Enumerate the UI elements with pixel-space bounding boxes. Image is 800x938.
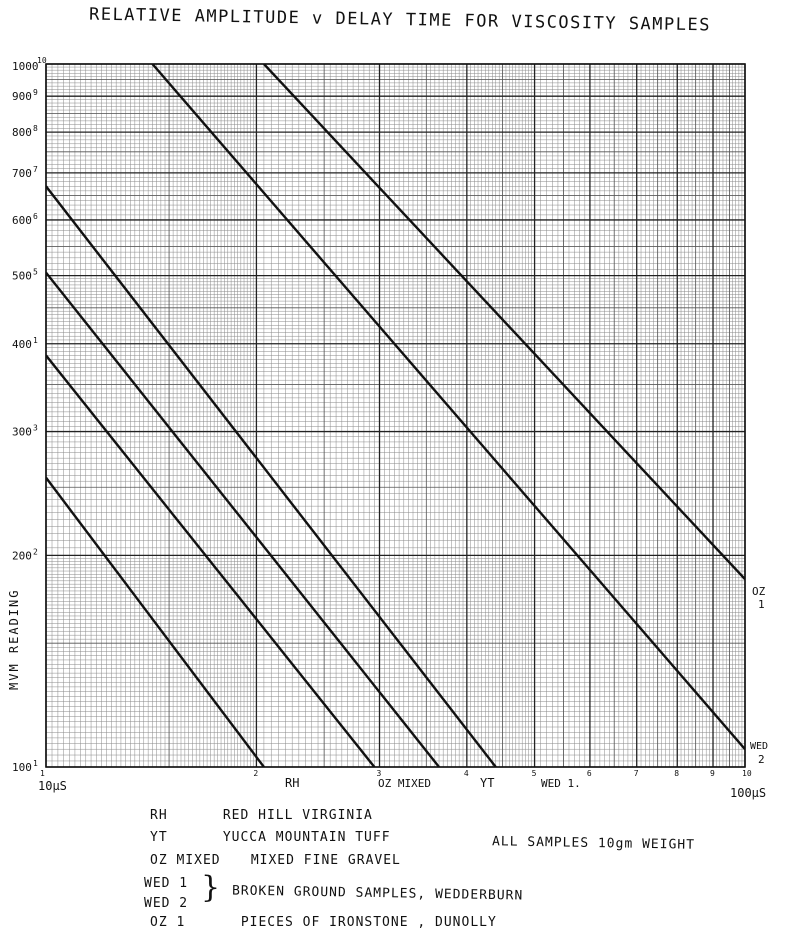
legend-desc: MIXED FINE GRAVEL bbox=[250, 853, 401, 868]
x-tick-label: 3 bbox=[376, 769, 382, 778]
line-label-rh: RH bbox=[285, 776, 300, 790]
x-unit-label-right: 100μS bbox=[730, 786, 767, 800]
y-tick-sublabel: 1 bbox=[33, 759, 38, 768]
y-tick-sublabel: 10 bbox=[37, 56, 47, 65]
y-tick-label: 700 bbox=[12, 166, 32, 180]
legend-desc: PIECES OF IRONSTONE , DUNOLLY bbox=[240, 915, 497, 930]
line-label-oz1: OZ bbox=[752, 585, 766, 598]
y-tick-sublabel: 9 bbox=[33, 88, 38, 98]
line-label-wed2: WED bbox=[750, 741, 769, 752]
legend-code: WED 1 bbox=[144, 876, 189, 891]
y-tick-sublabel: 8 bbox=[33, 124, 38, 134]
legend-code: OZ MIXED bbox=[150, 853, 221, 868]
y-tick-sublabel: 3 bbox=[33, 423, 38, 433]
x-tick-label: 10 bbox=[742, 769, 752, 778]
line-label-wed2-num: 2 bbox=[758, 753, 765, 766]
y-tick-sublabel: 1 bbox=[33, 335, 38, 345]
samples-note: ALL SAMPLES 10gm WEIGHT bbox=[491, 834, 696, 853]
legend-code: RH bbox=[150, 808, 168, 823]
series-line-wed-1 bbox=[46, 186, 496, 767]
y-tick-label: 600 bbox=[12, 213, 32, 227]
plot-frame bbox=[46, 64, 745, 767]
series-line-oz-mixed bbox=[46, 355, 374, 767]
x-tick-label: 2 bbox=[253, 769, 259, 778]
legend-desc-wedderburn: BROKEN GROUND SAMPLES, WEDDERBURN bbox=[231, 883, 524, 904]
series-line-wed-2 bbox=[152, 64, 745, 749]
legend-item-oz-mixed bbox=[150, 853, 401, 868]
y-tick-label: 1000 bbox=[12, 60, 39, 73]
y-tick-label: 400 bbox=[12, 337, 32, 351]
legend-desc: YUCCA MOUNTAIN TUFF bbox=[222, 830, 391, 845]
legend-code: YT bbox=[150, 830, 168, 845]
chart-title: RELATIVE AMPLITUDE v DELAY TIME FOR VISCOSITY SAMPLES bbox=[88, 4, 712, 36]
y-tick-label: 900 bbox=[12, 90, 32, 104]
legend-item-yt bbox=[150, 830, 391, 845]
x-tick-label: 6 bbox=[586, 769, 592, 778]
y-tick-label: 800 bbox=[12, 126, 32, 140]
y-tick-label: 100 bbox=[12, 761, 32, 774]
y-tick-sublabel: 5 bbox=[33, 267, 38, 277]
line-label-wed1: WED 1. bbox=[541, 777, 581, 790]
line-label-oz-mixed: OZ MIXED bbox=[378, 777, 431, 790]
x-tick-label: 1 bbox=[40, 769, 45, 778]
brace-glyph: } bbox=[201, 870, 221, 905]
x-tick-label: 9 bbox=[710, 769, 715, 778]
y-tick-label: 300 bbox=[12, 425, 32, 439]
line-label-oz1-num: 1 bbox=[758, 598, 765, 611]
x-tick-label: 4 bbox=[463, 769, 469, 778]
legend-item-wed2 bbox=[144, 896, 208, 911]
y-tick-sublabel: 2 bbox=[33, 547, 38, 557]
x-tick-label: 7 bbox=[633, 769, 639, 778]
x-tick-label: 8 bbox=[674, 769, 680, 778]
x-unit-label-left: 10μS bbox=[38, 779, 67, 793]
legend-desc: RED HILL VIRGINIA bbox=[222, 808, 373, 823]
x-tick-label: 5 bbox=[531, 769, 537, 778]
legend-code: WED 2 bbox=[144, 896, 189, 911]
legend-item-wed1 bbox=[144, 876, 208, 891]
legend-code: OZ 1 bbox=[150, 915, 186, 930]
legend-item-oz1 bbox=[150, 915, 497, 930]
y-tick-label: 500 bbox=[12, 269, 32, 283]
y-tick-sublabel: 6 bbox=[33, 211, 38, 221]
line-label-yt: YT bbox=[480, 776, 495, 790]
y-tick-sublabel: 7 bbox=[33, 164, 38, 174]
y-axis-label: MVM READING bbox=[7, 588, 21, 690]
y-tick-label: 200 bbox=[12, 549, 32, 563]
legend-item-rh bbox=[150, 808, 373, 823]
